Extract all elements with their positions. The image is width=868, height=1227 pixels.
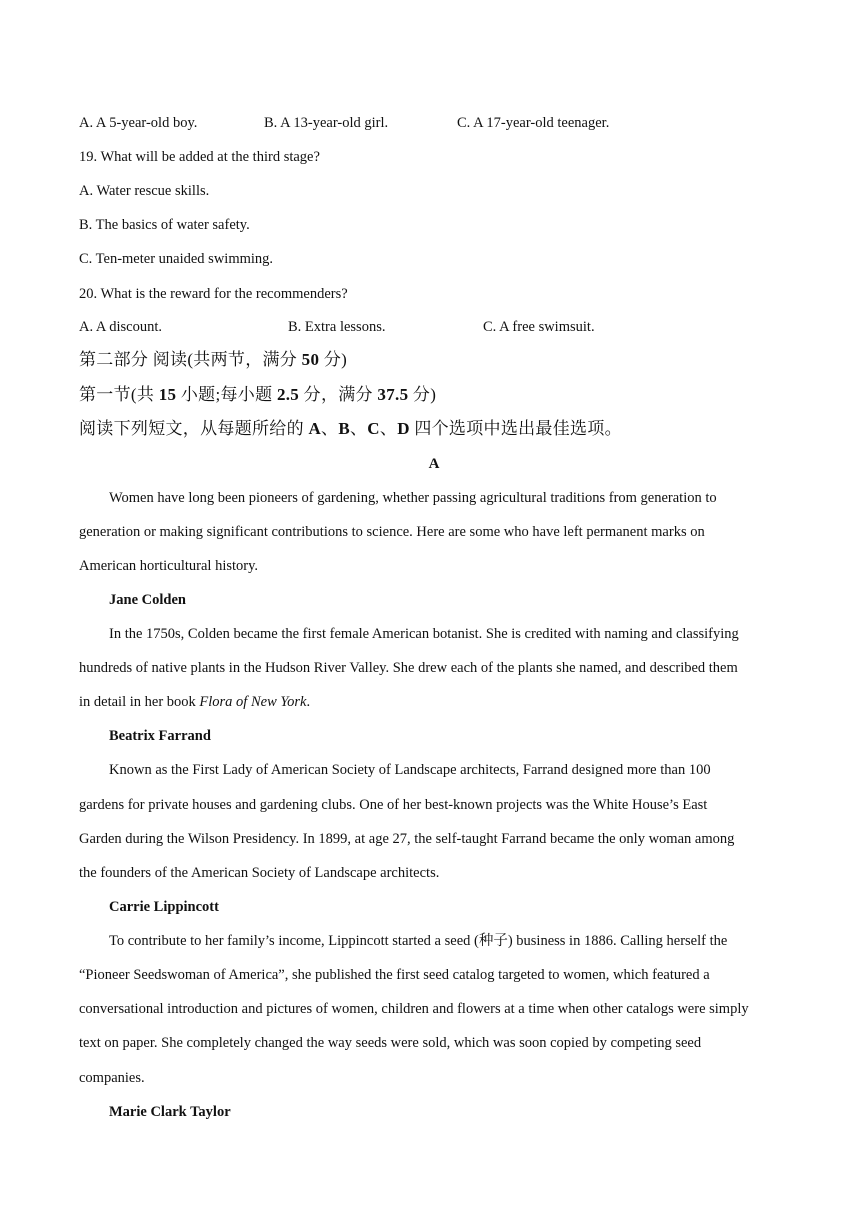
instructions-sep-2: 、 — [349, 419, 368, 438]
part-two-heading-end: 分) — [319, 350, 348, 369]
subheading-carrie-lippincott: Carrie Lippincott — [109, 899, 219, 915]
section-one-text-4: 分) — [408, 385, 437, 404]
farrand-paragraph-line: gardens for private houses and gardening clubs. One of her best-known projects was the White House’s East — [79, 797, 708, 813]
subheading-beatrix-farrand: Beatrix Farrand — [109, 728, 211, 744]
lippincott-paragraph-line: text on paper. She completely changed the way seeds were sold, which was soon copied by competing seed — [79, 1035, 702, 1051]
instructions-option-b: B — [338, 419, 350, 438]
lippincott-paragraph-line: conversational introduction and pictures of women, children and flowers at a time when other catalogs were simply — [79, 1001, 749, 1017]
instructions-option-a: A — [308, 419, 322, 438]
section-one-count: 15 — [158, 385, 177, 404]
section-one-per-question: 2.5 — [276, 385, 300, 404]
book-title: Flora of New York — [199, 694, 307, 710]
instructions-text-1: 阅读下列短文，从每题所给的 — [79, 419, 309, 438]
colden-last-text: in detail in her book — [79, 694, 200, 710]
farrand-paragraph-line: Garden during the Wilson Presidency. In 1899, at age 27, the self-taught Farrand became the only woman among — [79, 831, 735, 847]
q20-question: 20. What is the reward for the recommenders? — [79, 286, 348, 302]
section-one-text-2: 小题;每小题 — [176, 385, 277, 404]
farrand-paragraph-line: Known as the First Lady of American Society of Landscape architects, Farrand designed more than 100 — [109, 762, 711, 778]
subheading-jane-colden: Jane Colden — [109, 592, 186, 608]
section-one-total: 37.5 — [377, 385, 409, 404]
q20-option-c: C. A free swimsuit. — [483, 319, 595, 335]
q18-option-c: C. A 17-year-old teenager. — [457, 115, 610, 131]
section-one-heading — [79, 385, 436, 405]
q19-option-b: B. The basics of water safety. — [79, 217, 250, 233]
passage-intro-line: generation or making significant contributions to science. Here are some who have left permanent marks on — [79, 524, 705, 540]
passage-intro-line: American horticultural history. — [79, 558, 259, 574]
instructions-option-d: D — [397, 419, 410, 438]
reading-instructions — [79, 419, 622, 439]
colden-last-period: . — [306, 694, 311, 710]
q19-question: 19. What will be added at the third stage? — [79, 149, 320, 165]
colden-paragraph-line: In the 1750s, Colden became the first female American botanist. She is credited with naming and classifying — [109, 626, 739, 642]
q20-option-b: B. Extra lessons. — [288, 319, 386, 335]
lippincott-paragraph-line: “Pioneer Seedswoman of America”, she published the first seed catalog targeted to women, which featured a — [79, 967, 710, 983]
lippincott-paragraph-line: To contribute to her family’s income, Lippincott started a seed (种子) business in 1886. Calling herself the — [109, 933, 728, 949]
passage-label: A — [428, 456, 440, 472]
farrand-paragraph-line: the founders of the American Society of Landscape architects. — [79, 865, 440, 881]
part-two-score: 50 — [301, 350, 320, 369]
q18-option-b: B. A 13-year-old girl. — [264, 115, 389, 131]
passage-intro-line: Women have long been pioneers of gardening, whether passing agricultural traditions from generation to — [109, 490, 717, 506]
lippincott-paragraph-line: companies. — [79, 1070, 145, 1086]
q18-option-a: A. A 5-year-old boy. — [79, 115, 198, 131]
subheading-marie-clark-taylor: Marie Clark Taylor — [109, 1104, 231, 1120]
part-two-heading — [79, 350, 347, 370]
instructions-option-c: C — [367, 419, 380, 438]
instructions-sep-1: 、 — [321, 419, 339, 438]
instructions-sep-3: 、 — [379, 419, 398, 438]
section-one-text-1: 第一节(共 — [79, 385, 159, 404]
part-two-heading-text: 第二部分 阅读(共两节，满分 — [79, 350, 302, 369]
colden-paragraph-line — [79, 692, 310, 712]
colden-paragraph-line: hundreds of native plants in the Hudson River Valley. She drew each of the plants she named, and described them — [79, 660, 738, 676]
instructions-text-2: 四个选项中选出最佳选项。 — [409, 419, 622, 438]
section-one-text-3: 分，满分 — [299, 385, 378, 404]
q19-option-a: A. Water rescue skills. — [79, 183, 210, 199]
q20-option-a: A. A discount. — [79, 319, 162, 335]
q19-option-c: C. Ten-meter unaided swimming. — [79, 251, 274, 267]
